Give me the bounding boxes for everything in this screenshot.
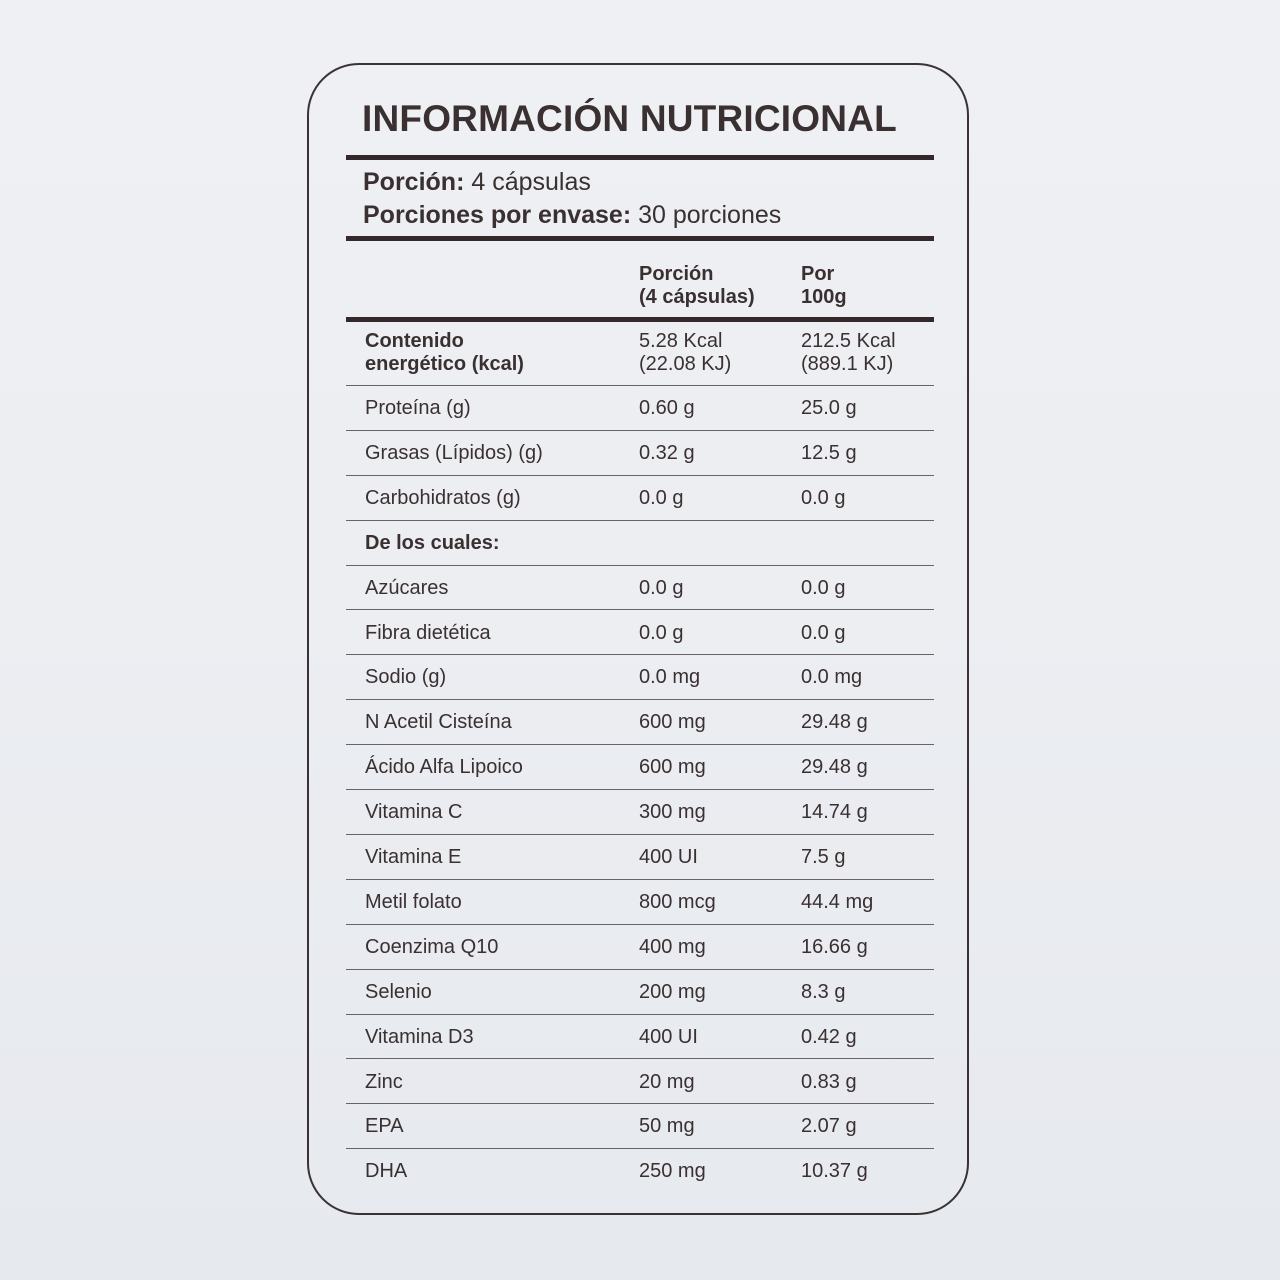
energy-per100-line2: (889.1 KJ) — [801, 353, 894, 375]
nutrient-name: EPA — [365, 1115, 404, 1138]
table-row — [346, 835, 934, 880]
nutrient-per100-value: 16.66 g — [801, 935, 868, 958]
nutrient-portion-value: 0.0 mg — [639, 666, 701, 689]
nutrient-portion-value: 20 mg — [639, 1070, 695, 1093]
table-row — [346, 655, 934, 700]
nutrient-portion-value: 600 mg — [639, 711, 706, 734]
table-row — [346, 1149, 934, 1194]
table-row — [346, 476, 934, 521]
nutrient-name: Carbohidratos (g) — [365, 486, 521, 509]
table-row — [346, 880, 934, 925]
table-row — [346, 431, 934, 476]
nutrient-per100-value: 29.48 g — [801, 711, 868, 734]
energy-portion-line2: (22.08 KJ) — [639, 353, 732, 375]
nutrient-portion-value: 0.0 g — [639, 486, 684, 509]
nutrient-name: Metil folato — [365, 890, 462, 913]
serving-size-value: 4 cápsulas — [464, 168, 591, 196]
column-header-per100-line2: 100g — [801, 286, 847, 308]
column-header-portion-line1: Porción — [639, 263, 714, 285]
nutrient-name: N Acetil Cisteína — [365, 711, 512, 734]
nutrient-per100-value: 2.07 g — [801, 1115, 857, 1138]
energy-per100 — [801, 330, 896, 376]
nutrient-name: Zinc — [365, 1070, 403, 1093]
nutrient-portion-value: 50 mg — [639, 1115, 695, 1138]
table-row — [346, 386, 934, 431]
nutrient-portion-value: 800 mcg — [639, 890, 716, 913]
table-row — [346, 970, 934, 1015]
nutrient-portion-value: 0.60 g — [639, 397, 695, 419]
nutrient-per100-value: 8.3 g — [801, 980, 846, 1003]
nutrient-portion-value: 200 mg — [639, 980, 706, 1003]
nutrient-portion-value: 0.32 g — [639, 441, 695, 464]
nutrient-name: Proteína (g) — [365, 397, 471, 419]
table-row-energy — [346, 322, 934, 386]
column-header-portion — [639, 263, 755, 309]
nutrient-name: Grasas (Lípidos) (g) — [365, 441, 543, 464]
nutrient-name: Vitamina E — [365, 846, 462, 868]
table-row — [346, 925, 934, 970]
serving-size-label: Porción: — [363, 168, 465, 196]
nutrient-per100-value: 29.48 g — [801, 756, 868, 779]
nutrient-portion-value: 0.0 g — [639, 621, 684, 644]
nutrient-name: De los cuales: — [365, 531, 500, 554]
serving-size — [363, 168, 591, 197]
nutrient-per100-value: 0.0 mg — [801, 666, 863, 689]
nutrient-portion-value: 250 mg — [639, 1160, 706, 1183]
table-row — [346, 566, 934, 611]
column-header-per100 — [801, 263, 847, 309]
title-divider — [346, 155, 934, 160]
nutrient-per100-value: 0.0 g — [801, 621, 846, 644]
nutrient-per100-value: 0.0 g — [801, 486, 846, 509]
nutrient-portion-value: 0.0 g — [639, 576, 684, 599]
table-row — [346, 521, 934, 566]
column-header-per100-line1: Por — [801, 263, 835, 285]
energy-portion — [639, 330, 731, 376]
table-row — [346, 790, 934, 835]
table-row — [346, 1060, 934, 1105]
nutrient-name: Coenzima Q10 — [365, 935, 499, 958]
table-row — [346, 1015, 934, 1060]
nutrient-portion-value: 400 mg — [639, 935, 706, 958]
nutrient-per100-value: 14.74 g — [801, 801, 868, 824]
energy-name-line2: energético (kcal) — [365, 353, 524, 375]
nutrient-portion-value: 600 mg — [639, 756, 706, 779]
table-row — [346, 700, 934, 745]
nutrient-per100-value: 25.0 g — [801, 397, 857, 419]
nutrient-per100-value: 44.4 mg — [801, 890, 874, 913]
servings-per-container-label: Porciones por envase: — [363, 201, 632, 229]
energy-per100-line1: 212.5 Kcal — [801, 330, 896, 352]
nutrient-name: Ácido Alfa Lipoico — [365, 756, 523, 779]
nutrient-name: Vitamina D3 — [365, 1025, 474, 1048]
servings-per-container-value: 30 porciones — [631, 201, 782, 229]
nutrient-per100-value: 10.37 g — [801, 1160, 868, 1183]
energy-name-line1: Contenido — [365, 330, 464, 352]
nutrient-portion-value: 400 UI — [639, 1025, 698, 1048]
energy-name — [365, 330, 524, 376]
nutrient-per100-value: 0.42 g — [801, 1025, 857, 1048]
nutrient-name: Selenio — [365, 980, 432, 1003]
nutrient-per100-value: 12.5 g — [801, 441, 857, 464]
energy-portion-line1: 5.28 Kcal — [639, 330, 723, 352]
nutrient-name: DHA — [365, 1160, 408, 1183]
nutrient-name: Sodio (g) — [365, 666, 447, 689]
nutrient-portion-value: 300 mg — [639, 801, 706, 824]
nutrient-name: Azúcares — [365, 576, 449, 599]
nutrient-name: Fibra dietética — [365, 621, 491, 644]
table-row — [346, 611, 934, 656]
table-row — [346, 1104, 934, 1149]
serving-divider — [346, 236, 934, 241]
servings-per-container — [363, 201, 781, 230]
nutrient-name: Vitamina C — [365, 801, 463, 824]
nutrient-per100-value: 7.5 g — [801, 846, 846, 868]
label-title: INFORMACIÓN NUTRICIONAL — [362, 98, 897, 139]
nutrient-per100-value: 0.0 g — [801, 576, 846, 599]
column-header-portion-line2: (4 cápsulas) — [639, 286, 755, 308]
nutrient-portion-value: 400 UI — [639, 846, 698, 868]
nutrient-per100-value: 0.83 g — [801, 1070, 857, 1093]
table-row — [346, 745, 934, 790]
